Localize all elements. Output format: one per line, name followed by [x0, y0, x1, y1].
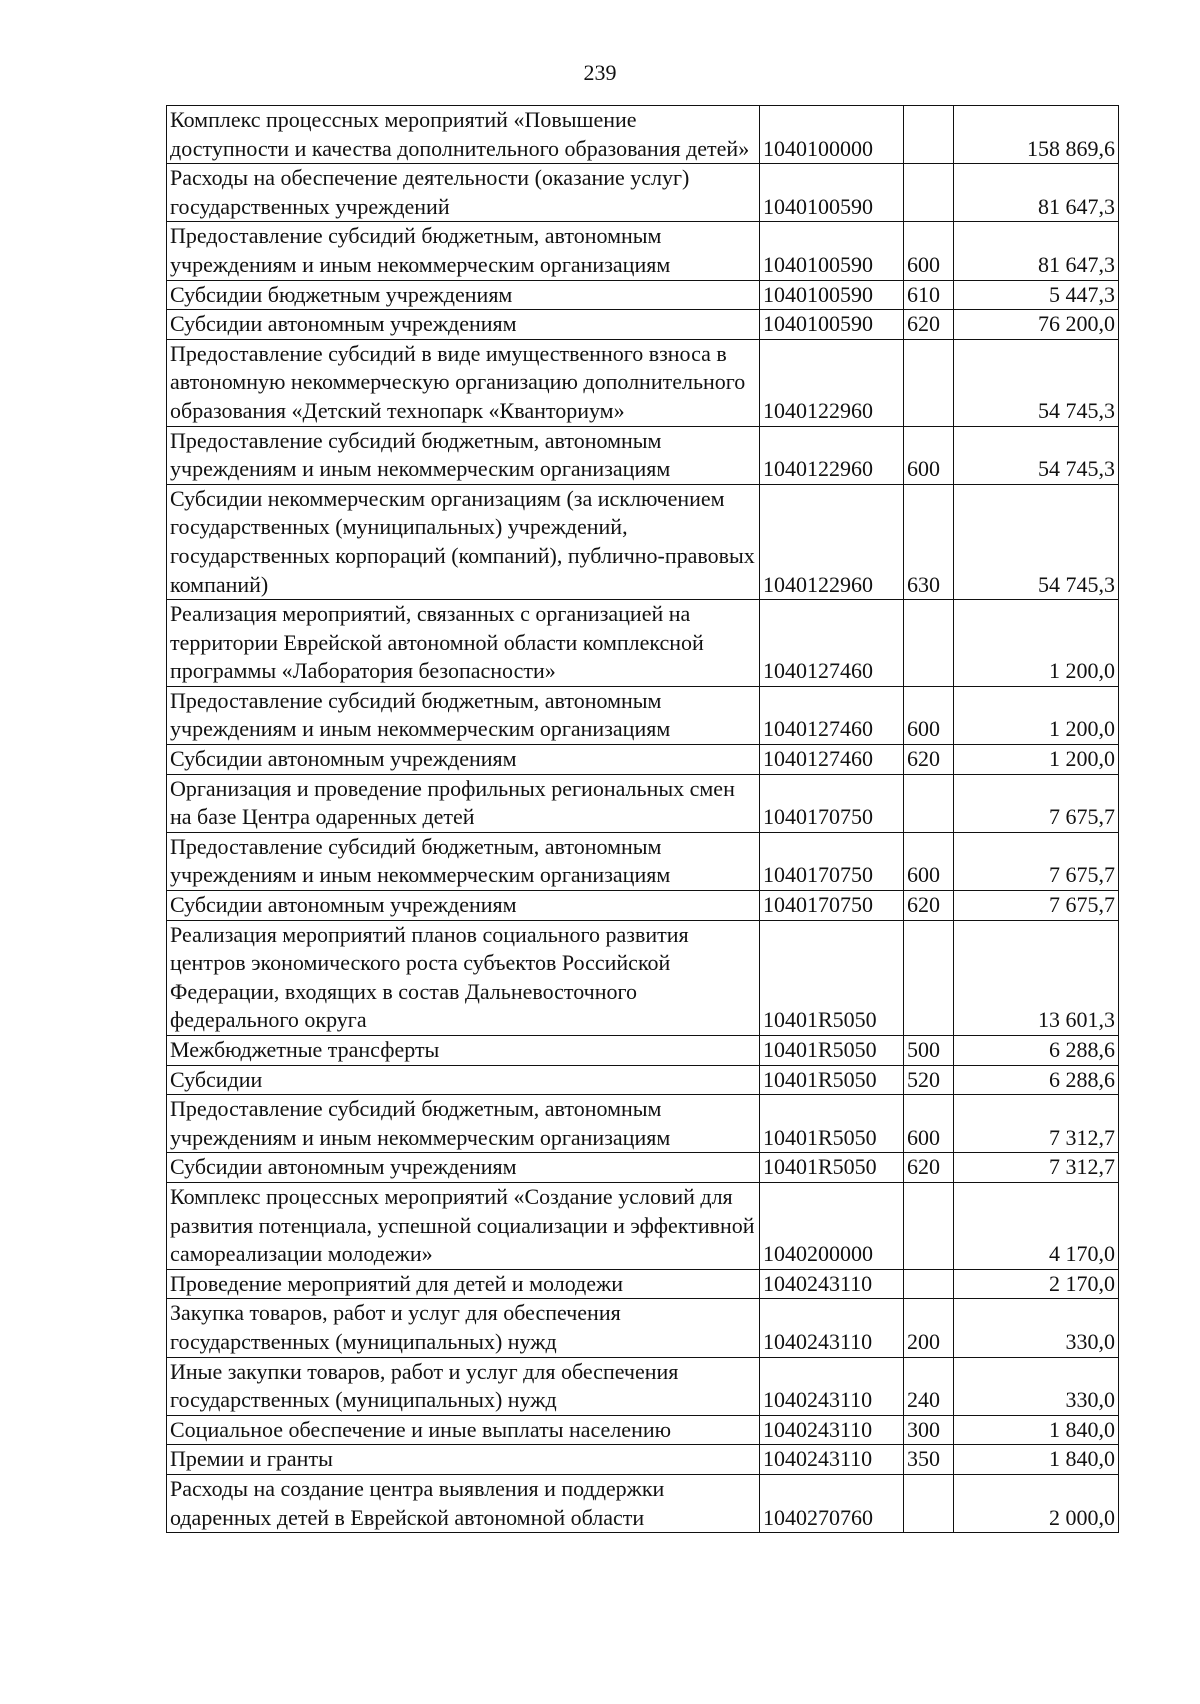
table-row: [167, 106, 1119, 164]
table-row: [167, 745, 1119, 775]
row-name-cell: Комплекс процессных мероприятий «Создание условий для развития потенциала, успешной социализации и эффективной самореализации молодежи»: [167, 1182, 760, 1269]
row-name-cell: Предоставление субсидий бюджетным, автономным учреждениям и иным некоммерческим организациям: [167, 1095, 760, 1153]
row-name-cell: Проведение мероприятий для детей и молодежи: [167, 1269, 760, 1299]
row-amount-cell: 7 312,7: [954, 1095, 1119, 1153]
row-amount-cell: 6 288,6: [954, 1036, 1119, 1066]
row-name-cell: Закупка товаров, работ и услуг для обеспечения государственных (муниципальных) нужд: [167, 1299, 760, 1357]
row-code-cell: 1040170750: [760, 891, 904, 921]
table-row: [167, 1095, 1119, 1153]
table-row: [167, 686, 1119, 744]
row-amount-cell: 1 200,0: [954, 745, 1119, 775]
table-row: [167, 1269, 1119, 1299]
row-code-cell: 1040243110: [760, 1415, 904, 1445]
row-name-cell: Субсидии бюджетным учреждениям: [167, 280, 760, 310]
row-expense-type-cell: 600: [904, 686, 954, 744]
row-amount-cell: 1 200,0: [954, 686, 1119, 744]
row-expense-type-cell: [904, 1182, 954, 1269]
row-name-cell: Субсидии автономным учреждениям: [167, 745, 760, 775]
row-code-cell: 10401R5050: [760, 1065, 904, 1095]
row-name-cell: Расходы на обеспечение деятельности (оказание услуг) государственных учреждений: [167, 164, 760, 222]
row-expense-type-cell: 630: [904, 484, 954, 599]
row-expense-type-cell: 350: [904, 1445, 954, 1475]
row-amount-cell: 7 675,7: [954, 891, 1119, 921]
row-amount-cell: 7 675,7: [954, 774, 1119, 832]
row-expense-type-cell: 620: [904, 745, 954, 775]
row-amount-cell: 1 840,0: [954, 1445, 1119, 1475]
row-amount-cell: 54 745,3: [954, 339, 1119, 426]
row-code-cell: 1040122960: [760, 484, 904, 599]
row-amount-cell: 330,0: [954, 1357, 1119, 1415]
row-code-cell: 1040127460: [760, 745, 904, 775]
row-expense-type-cell: 200: [904, 1299, 954, 1357]
row-name-cell: Межбюджетные трансферты: [167, 1036, 760, 1066]
row-amount-cell: 330,0: [954, 1299, 1119, 1357]
row-amount-cell: 54 745,3: [954, 484, 1119, 599]
row-expense-type-cell: [904, 164, 954, 222]
table-row: [167, 1299, 1119, 1357]
row-expense-type-cell: 520: [904, 1065, 954, 1095]
row-expense-type-cell: 620: [904, 1153, 954, 1183]
row-name-cell: Реализация мероприятий, связанных с организацией на территории Еврейской автономной области комплексной программы «Лаборатория безопасности»: [167, 600, 760, 687]
row-expense-type-cell: [904, 600, 954, 687]
row-expense-type-cell: [904, 774, 954, 832]
table-row: [167, 310, 1119, 340]
row-expense-type-cell: [904, 920, 954, 1035]
row-expense-type-cell: [904, 1474, 954, 1532]
row-code-cell: 1040100590: [760, 310, 904, 340]
row-name-cell: Иные закупки товаров, работ и услуг для обеспечения государственных (муниципальных) нужд: [167, 1357, 760, 1415]
row-amount-cell: 54 745,3: [954, 426, 1119, 484]
row-code-cell: 1040127460: [760, 600, 904, 687]
row-expense-type-cell: [904, 1269, 954, 1299]
row-name-cell: Субсидии автономным учреждениям: [167, 310, 760, 340]
row-code-cell: 1040122960: [760, 426, 904, 484]
table-row: [167, 280, 1119, 310]
row-expense-type-cell: 240: [904, 1357, 954, 1415]
row-expense-type-cell: 600: [904, 1095, 954, 1153]
row-amount-cell: 2 000,0: [954, 1474, 1119, 1532]
page-number: 239: [583, 60, 617, 85]
budget-table: [166, 105, 1119, 1533]
table-row: [167, 1415, 1119, 1445]
table-row: [167, 891, 1119, 921]
row-name-cell: Предоставление субсидий бюджетным, автономным учреждениям и иным некоммерческим организациям: [167, 832, 760, 890]
budget-table-body: [167, 106, 1119, 1533]
row-name-cell: Организация и проведение профильных региональных смен на базе Центра одаренных детей: [167, 774, 760, 832]
row-amount-cell: 13 601,3: [954, 920, 1119, 1035]
table-row: [167, 1182, 1119, 1269]
row-amount-cell: 76 200,0: [954, 310, 1119, 340]
row-amount-cell: 158 869,6: [954, 106, 1119, 164]
row-code-cell: 1040100590: [760, 280, 904, 310]
row-code-cell: 1040170750: [760, 832, 904, 890]
table-row: [167, 426, 1119, 484]
row-name-cell: Предоставление субсидий в виде имущественного взноса в автономную некоммерческую организацию дополнительного образования «Детский технопарк «Кванториум»: [167, 339, 760, 426]
row-name-cell: Реализация мероприятий планов социального развития центров экономического роста субъектов Российской Федерации, входящих в состав Дальневосточного федерального округа: [167, 920, 760, 1035]
row-expense-type-cell: 620: [904, 891, 954, 921]
row-amount-cell: 1 200,0: [954, 600, 1119, 687]
row-name-cell: Социальное обеспечение и иные выплаты населению: [167, 1415, 760, 1445]
row-code-cell: 1040243110: [760, 1299, 904, 1357]
row-name-cell: Субсидии автономным учреждениям: [167, 891, 760, 921]
table-row: [167, 484, 1119, 599]
table-row: [167, 1065, 1119, 1095]
row-expense-type-cell: 620: [904, 310, 954, 340]
row-amount-cell: 81 647,3: [954, 164, 1119, 222]
row-amount-cell: 5 447,3: [954, 280, 1119, 310]
row-expense-type-cell: 600: [904, 832, 954, 890]
row-amount-cell: 4 170,0: [954, 1182, 1119, 1269]
table-row: [167, 774, 1119, 832]
table-row: [167, 1474, 1119, 1532]
row-expense-type-cell: 610: [904, 280, 954, 310]
table-row: [167, 164, 1119, 222]
table-row: [167, 339, 1119, 426]
row-expense-type-cell: [904, 339, 954, 426]
row-name-cell: Предоставление субсидий бюджетным, автономным учреждениям и иным некоммерческим организациям: [167, 426, 760, 484]
row-name-cell: Предоставление субсидий бюджетным, автономным учреждениям и иным некоммерческим организациям: [167, 686, 760, 744]
row-amount-cell: 7 675,7: [954, 832, 1119, 890]
row-code-cell: 1040243110: [760, 1357, 904, 1415]
row-expense-type-cell: 600: [904, 222, 954, 280]
row-code-cell: 1040270760: [760, 1474, 904, 1532]
row-code-cell: 1040100000: [760, 106, 904, 164]
row-amount-cell: 81 647,3: [954, 222, 1119, 280]
row-code-cell: 1040170750: [760, 774, 904, 832]
row-code-cell: 10401R5050: [760, 920, 904, 1035]
row-code-cell: 1040100590: [760, 164, 904, 222]
table-row: [167, 1153, 1119, 1183]
row-code-cell: 1040122960: [760, 339, 904, 426]
row-name-cell: Комплекс процессных мероприятий «Повышение доступности и качества дополнительного образования детей»: [167, 106, 760, 164]
table-row: [167, 222, 1119, 280]
row-amount-cell: 7 312,7: [954, 1153, 1119, 1183]
row-code-cell: 1040127460: [760, 686, 904, 744]
table-row: [167, 920, 1119, 1035]
row-code-cell: 10401R5050: [760, 1153, 904, 1183]
row-amount-cell: 1 840,0: [954, 1415, 1119, 1445]
row-expense-type-cell: 500: [904, 1036, 954, 1066]
row-name-cell: Премии и гранты: [167, 1445, 760, 1475]
row-code-cell: 10401R5050: [760, 1095, 904, 1153]
row-code-cell: 1040243110: [760, 1269, 904, 1299]
table-row: [167, 600, 1119, 687]
row-code-cell: 1040100590: [760, 222, 904, 280]
row-amount-cell: 6 288,6: [954, 1065, 1119, 1095]
row-expense-type-cell: [904, 106, 954, 164]
row-amount-cell: 2 170,0: [954, 1269, 1119, 1299]
table-row: [167, 832, 1119, 890]
row-expense-type-cell: 600: [904, 426, 954, 484]
row-name-cell: Субсидии некоммерческим организациям (за исключением государственных (муниципальных) учреждений, государственных корпораций (компаний), публично-правовых компаний): [167, 484, 760, 599]
table-row: [167, 1445, 1119, 1475]
row-name-cell: Субсидии: [167, 1065, 760, 1095]
row-code-cell: 1040200000: [760, 1182, 904, 1269]
row-name-cell: Расходы на создание центра выявления и поддержки одаренных детей в Еврейской автономной области: [167, 1474, 760, 1532]
row-code-cell: 1040243110: [760, 1445, 904, 1475]
row-name-cell: Предоставление субсидий бюджетным, автономным учреждениям и иным некоммерческим организациям: [167, 222, 760, 280]
table-row: [167, 1036, 1119, 1066]
row-code-cell: 10401R5050: [760, 1036, 904, 1066]
row-expense-type-cell: 300: [904, 1415, 954, 1445]
row-name-cell: Субсидии автономным учреждениям: [167, 1153, 760, 1183]
table-row: [167, 1357, 1119, 1415]
